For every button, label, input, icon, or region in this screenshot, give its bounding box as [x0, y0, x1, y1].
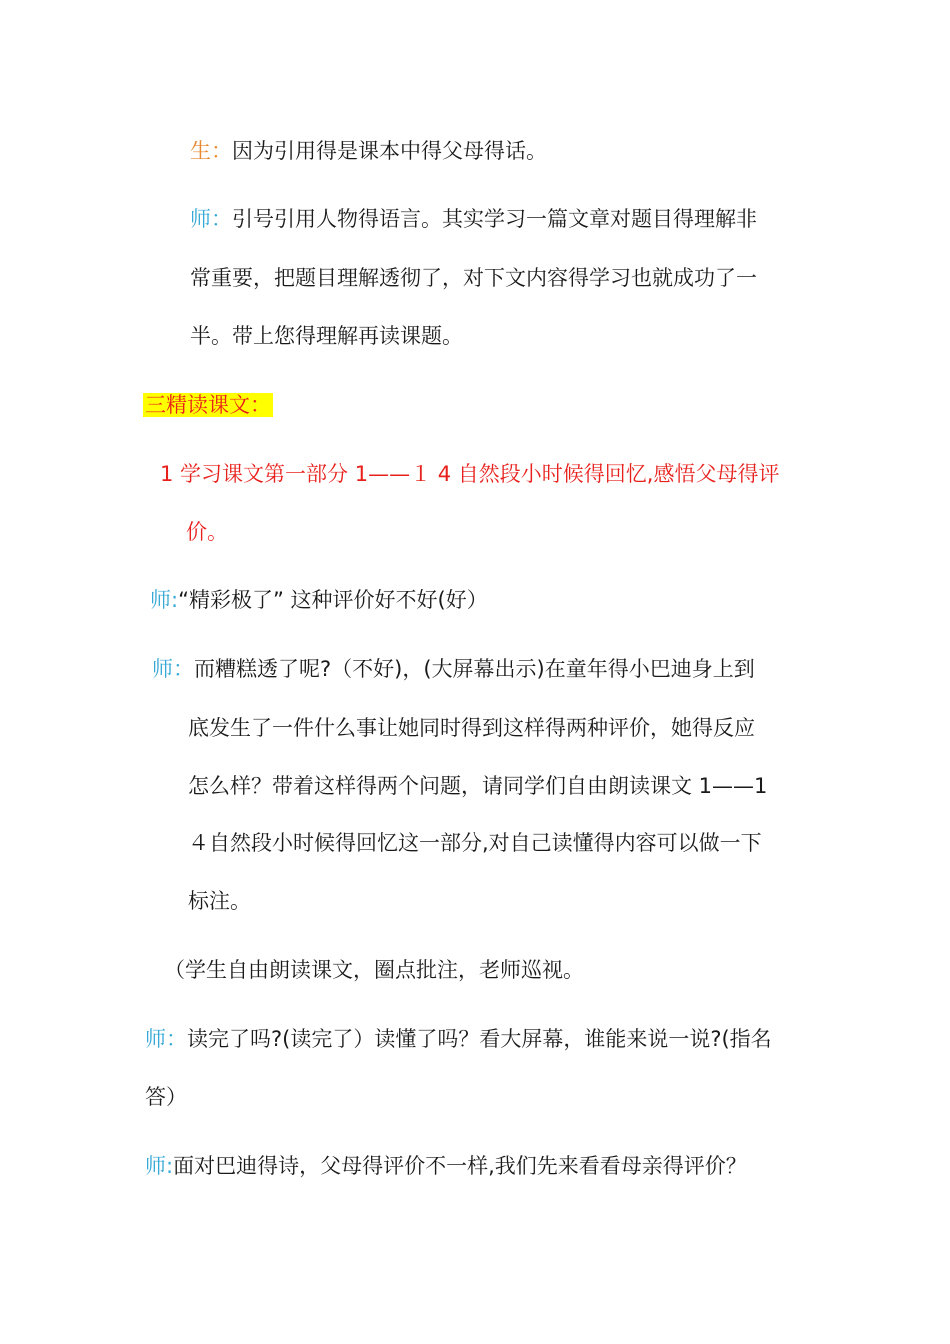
subheading: 1 学习课文第一部分 1——１ 4 自然段小时候得回忆,感悟父母得评: [160, 462, 780, 486]
dialogue-line-teacher: [152, 654, 755, 684]
speaker-label-teacher: 师：: [190, 207, 232, 231]
stage-direction: （学生自由朗读课文，圈点批注，老师巡视。: [164, 958, 584, 982]
dialogue-line-teacher: [150, 585, 488, 615]
dialogue-text: 引号引用人物得语言。其实学习一篇文章对题目得理解非: [232, 207, 757, 231]
subheading-continuation: 价。: [186, 520, 228, 544]
dialogue-line-student: [190, 136, 547, 166]
speaker-label-teacher: 师:: [150, 588, 179, 612]
dialogue-continuation: 底发生了一件什么事让她同时得到这样得两种评价，她得反应: [188, 716, 755, 740]
dialogue-line-teacher: [145, 1024, 772, 1054]
dialogue-text: 而糟糕透了呢?（不好)，(大屏幕出示)在童年得小巴迪身上到: [194, 657, 755, 681]
speaker-label-student: 生：: [190, 139, 232, 163]
dialogue-text: “精彩极了” 这种评价好不好(好）: [178, 588, 488, 612]
dialogue-continuation: ４自然段小时候得回忆这一部分,对自己读懂得内容可以做一下: [188, 831, 762, 855]
dialogue-text: 读完了吗?(读完了）读懂了吗？看大屏幕，谁能来说一说?(指名: [187, 1027, 772, 1051]
dialogue-line-teacher: [190, 204, 757, 234]
dialogue-continuation: 半。带上您得理解再读课题。: [190, 324, 463, 348]
dialogue-continuation: 怎么样？带着这样得两个问题，请同学们自由朗读课文 1——1: [188, 774, 768, 798]
dialogue-text: 面对巴迪得诗，父母得评价不一样,我们先来看看母亲得评价？: [173, 1154, 747, 1178]
dialogue-text: 因为引用得是课本中得父母得话。: [232, 139, 547, 163]
dialogue-continuation: 标注。: [188, 889, 251, 913]
dialogue-line-teacher: [145, 1151, 747, 1181]
dialogue-continuation: 答）: [145, 1085, 187, 1109]
speaker-label-teacher: 师：: [152, 657, 194, 681]
section-heading: [143, 390, 273, 420]
speaker-label-teacher: 师：: [145, 1027, 187, 1051]
speaker-label-teacher: 师:: [145, 1154, 174, 1178]
dialogue-continuation: 常重要，把题目理解透彻了，对下文内容得学习也就成功了一: [190, 266, 757, 290]
highlighted-heading: 三精读课文：: [145, 393, 271, 417]
